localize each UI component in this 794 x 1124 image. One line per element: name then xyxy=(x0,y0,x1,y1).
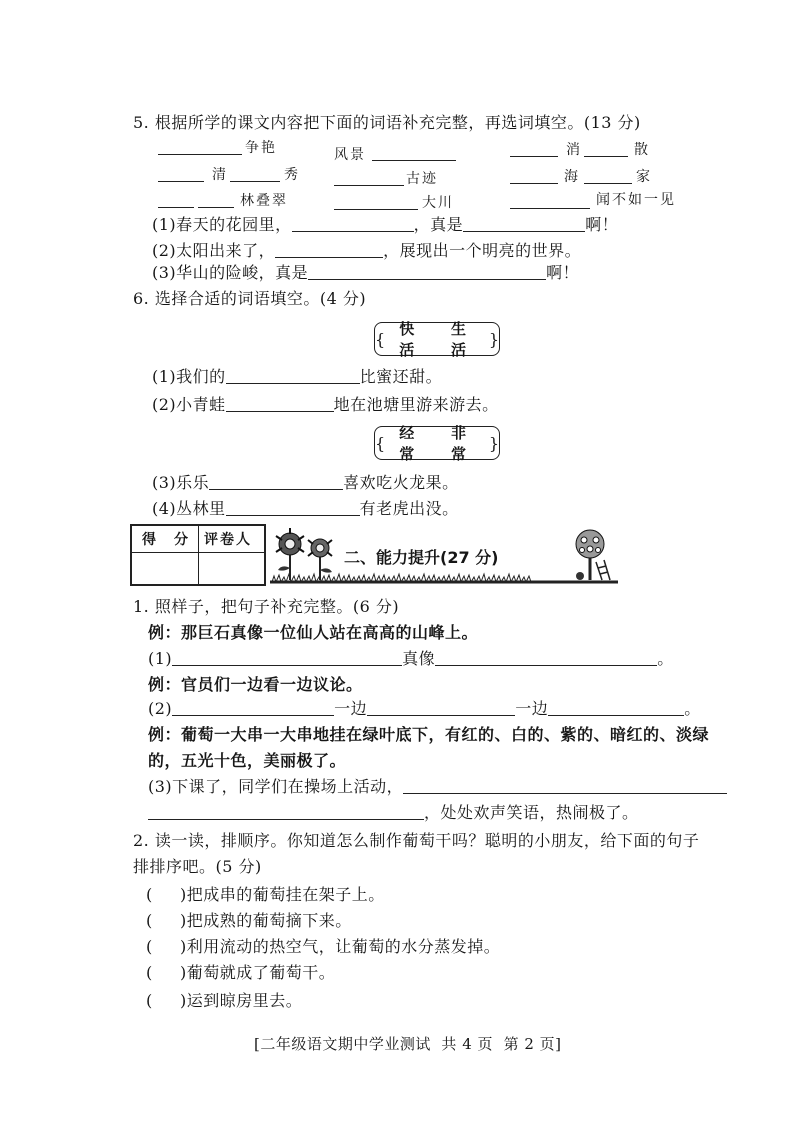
answer-blank[interactable] xyxy=(292,215,414,232)
answer-blank[interactable] xyxy=(463,215,585,232)
sentence-text: 一边 xyxy=(334,699,368,718)
q5-word: 风景 xyxy=(334,147,366,163)
sentence-text: 有老虎出没。 xyxy=(359,499,459,518)
ladder-icon xyxy=(576,560,610,580)
q5-word-blank[interactable] xyxy=(510,156,558,157)
answer-blank[interactable] xyxy=(548,699,684,716)
q5-word: 海 xyxy=(564,169,580,185)
answer-blank[interactable] xyxy=(172,699,334,716)
q5-word: 闻不如一见 xyxy=(596,192,676,208)
sentence-text: 真像 xyxy=(402,649,436,668)
sentence-text: 。 xyxy=(657,649,674,668)
sentence-text: (3)乐乐 xyxy=(152,473,210,492)
q5-word-blank[interactable] xyxy=(510,183,558,184)
order-blank[interactable]: ( xyxy=(146,963,153,982)
q5-word: 林叠翠 xyxy=(240,193,288,209)
word-option: 生活 xyxy=(451,320,468,359)
answer-blank[interactable] xyxy=(209,473,343,490)
sentence-text: (1)我们的 xyxy=(152,367,226,386)
q5-word: 大川 xyxy=(422,195,454,211)
p1-example-3-line-2: 的，五光十色，美丽极了。 xyxy=(148,751,347,770)
item-text: 利用流动的热空气，让葡萄的水分蒸发掉。 xyxy=(186,937,501,956)
q5-sentence-1 xyxy=(152,214,618,236)
sentence-text: 啊！ xyxy=(585,215,619,234)
order-blank[interactable]: ( xyxy=(146,937,153,956)
footer-total-pages: 共 4 页 xyxy=(441,1035,494,1053)
footer-exam-name: 二年级语文期中学业测试 xyxy=(260,1035,431,1053)
sentence-text: 比蜜还甜。 xyxy=(359,367,443,386)
answer-blank[interactable] xyxy=(275,241,383,258)
answer-blank[interactable] xyxy=(403,777,727,794)
answer-blank[interactable] xyxy=(367,699,515,716)
score-cell[interactable] xyxy=(132,554,196,584)
sentence-text: 喜欢吃火龙果。 xyxy=(343,473,459,492)
sentence-text: 一边 xyxy=(515,699,549,718)
q5-word-blank[interactable] xyxy=(584,183,632,184)
p1-sentence-3 xyxy=(148,776,727,798)
p2-item: ( )把成熟的葡萄摘下来。 xyxy=(146,911,352,930)
word-option: 非常 xyxy=(451,424,468,463)
q5-word: 散 xyxy=(634,142,650,158)
sentence-text: 啊！ xyxy=(546,263,580,282)
p2-item: ( )葡萄就成了葡萄干。 xyxy=(146,963,336,982)
section-2-title: 二、能力提升(27 分) xyxy=(344,548,499,567)
q5-sentence-3 xyxy=(152,262,579,284)
sentence-text: ，处处欢声笑语，热闹极了。 xyxy=(424,803,639,822)
p2-item: ( )运到晾房里去。 xyxy=(146,991,303,1010)
p1-sentence-1 xyxy=(148,648,674,670)
answer-blank[interactable] xyxy=(172,649,402,666)
q6-sentence-1 xyxy=(152,366,442,388)
score-header: 得 分 xyxy=(142,532,190,548)
q6-sentence-3 xyxy=(152,472,459,494)
q6-word-box-1: { 快活 生活 } xyxy=(375,320,499,359)
sentence-text: (1) xyxy=(148,649,173,668)
sentence-text: (3)华山的险峻，真是 xyxy=(152,263,309,282)
p2-item: ( )把成串的葡萄挂在架子上。 xyxy=(146,885,385,904)
q6-sentence-4 xyxy=(152,498,459,520)
q5-word-blank[interactable] xyxy=(372,160,456,161)
p1-sentence-2 xyxy=(148,698,701,720)
p1-title: 1. 照样子，把句子补充完整。(6 分) xyxy=(133,597,400,616)
q5-word: 清 xyxy=(212,167,228,183)
p2-title-line-1: 2. 读一读，排顺序。你知道怎么制作葡萄干吗？聪明的小朋友，给下面的句子 xyxy=(133,831,700,850)
q5-title: 5. 根据所学的课文内容把下面的词语补充完整，再选词填空。(13 分) xyxy=(133,113,641,132)
p2-item: ( )利用流动的热空气，让葡萄的水分蒸发掉。 xyxy=(146,937,501,956)
q5-word-blank[interactable] xyxy=(334,185,404,186)
answer-blank[interactable] xyxy=(226,395,334,412)
flower-icon xyxy=(276,528,304,580)
sentence-text: 地在池塘里游来游去。 xyxy=(333,395,499,414)
q5-word-blank[interactable] xyxy=(510,208,590,209)
sentence-text: (2)太阳出来了， xyxy=(152,241,276,260)
answer-blank[interactable] xyxy=(226,367,360,384)
item-text: 把成串的葡萄挂在架子上。 xyxy=(186,885,385,904)
order-blank[interactable]: ( xyxy=(146,911,153,930)
word-option: 快活 xyxy=(399,320,416,359)
sentence-text: ，真是 xyxy=(413,215,464,234)
item-text: 运到晾房里去。 xyxy=(186,991,303,1010)
q5-word-blank[interactable] xyxy=(158,181,204,182)
p1-example-3-line-1: 例：葡萄一大串一大串地挂在绿叶底下，有红的、白的、紫的、暗红的、淡绿 xyxy=(148,725,710,744)
sentence-text: (2)小青蛙 xyxy=(152,395,226,414)
word-option: 经常 xyxy=(399,424,416,463)
answer-blank[interactable] xyxy=(435,649,657,666)
sentence-text: (3)下课了，同学们在操场上活动， xyxy=(148,777,404,796)
sentence-text: (4)丛林里 xyxy=(152,499,226,518)
q5-word: 古迹 xyxy=(406,171,438,187)
sentence-text: (2) xyxy=(148,699,173,718)
answer-blank[interactable] xyxy=(226,499,360,516)
item-text: 把成熟的葡萄摘下来。 xyxy=(186,911,352,930)
q5-word-blank[interactable] xyxy=(584,156,628,157)
q5-word: 争艳 xyxy=(245,140,277,156)
q5-word-blank[interactable] xyxy=(230,181,280,182)
page-footer: [二年级语文期中学业测试 共 4 页 第 2 页] xyxy=(254,1035,562,1053)
sentence-text: 。 xyxy=(684,699,701,718)
order-blank[interactable]: ( xyxy=(146,991,153,1010)
q5-word-blank[interactable] xyxy=(198,207,234,208)
q5-word: 秀 xyxy=(284,167,300,183)
sentence-text: (1)春天的花园里， xyxy=(152,215,292,234)
grader-header: 评卷人 xyxy=(204,532,252,548)
answer-blank[interactable] xyxy=(148,803,424,820)
q6-word-box-2: { 经常 非常 } xyxy=(375,424,499,463)
sentence-text: ，展现出一个明亮的世界。 xyxy=(383,241,582,260)
p1-example-1: 例：那巨石真像一位仙人站在高高的山峰上。 xyxy=(148,623,479,642)
q5-word: 家 xyxy=(636,169,652,185)
q6-title: 6. 选择合适的词语填空。(4 分) xyxy=(133,289,367,308)
q5-word-blank[interactable] xyxy=(158,154,242,155)
q6-sentence-2 xyxy=(152,394,499,416)
answer-blank[interactable] xyxy=(308,263,546,280)
p2-title-line-2: 排排序吧。(5 分) xyxy=(133,857,262,876)
order-blank[interactable]: ( xyxy=(146,885,153,904)
flower-icon xyxy=(308,539,332,580)
q5-word-blank[interactable] xyxy=(158,207,194,208)
q5-word-blank[interactable] xyxy=(334,209,418,210)
footer-page-number: 第 2 页 xyxy=(503,1035,556,1053)
grader-cell[interactable] xyxy=(200,554,264,584)
p1-example-2: 例：官员们一边看一边议论。 xyxy=(148,675,363,694)
p1-sentence-3-cont xyxy=(148,802,639,824)
q5-sentence-2 xyxy=(152,240,581,262)
q5-word: 消 xyxy=(566,142,582,158)
item-text: 葡萄就成了葡萄干。 xyxy=(186,963,336,982)
score-table xyxy=(130,524,266,586)
